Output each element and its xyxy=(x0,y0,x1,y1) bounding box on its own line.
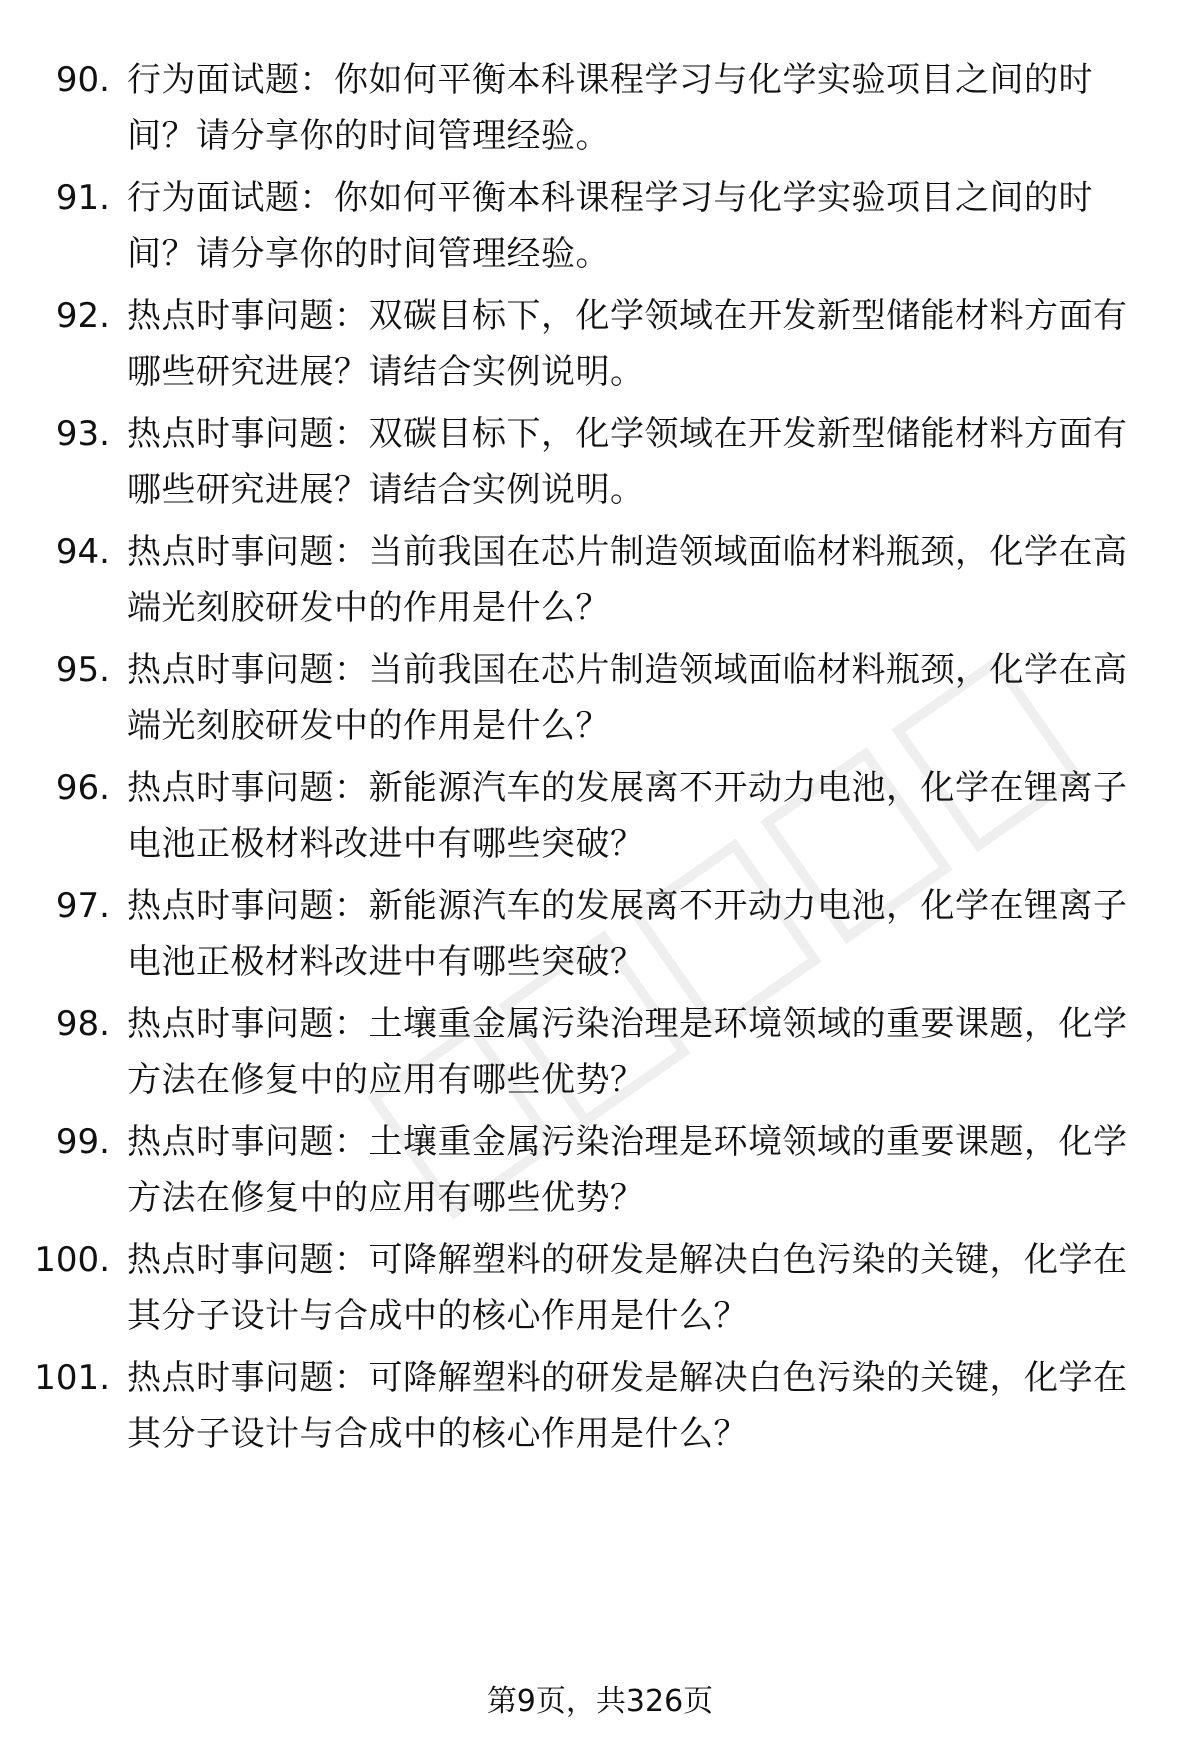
question-text: 热点时事问题：当前我国在芯片制造领域面临材料瓶颈，化学在高端光刻胶研发中的作用是什么？ xyxy=(127,532,1128,628)
question-number: 92. xyxy=(55,296,110,336)
question-text: 热点时事问题：双碳目标下，化学领域在开发新型储能材料方面有哪些研究进展？请结合实例说明。 xyxy=(127,414,1128,510)
list-item xyxy=(0,406,1200,516)
question-text: 热点时事问题：当前我国在芯片制造领域面临材料瓶颈，化学在高端光刻胶研发中的作用是什么？ xyxy=(127,650,1128,746)
list-item xyxy=(0,1114,1200,1224)
question-number: 99. xyxy=(55,1122,110,1162)
list-item xyxy=(0,1350,1200,1460)
list-item xyxy=(0,288,1200,398)
question-number: 96. xyxy=(55,768,110,808)
question-text: 热点时事问题：新能源汽车的发展离不开动力电池，化学在锂离子电池正极材料改进中有哪些突破？ xyxy=(127,768,1128,864)
question-text: 热点时事问题：土壤重金属污染治理是环境领域的重要课题，化学方法在修复中的应用有哪些优势？ xyxy=(127,1004,1128,1100)
question-number: 100. xyxy=(34,1240,110,1280)
question-text: 热点时事问题：可降解塑料的研发是解决白色污染的关键，化学在其分子设计与合成中的核心作用是什么？ xyxy=(127,1358,1128,1454)
question-number: 93. xyxy=(55,414,110,454)
list-item xyxy=(0,878,1200,988)
question-number: 97. xyxy=(55,886,110,926)
question-number: 101. xyxy=(34,1358,110,1398)
question-number: 91. xyxy=(55,178,110,218)
list-item xyxy=(0,760,1200,870)
question-text: 行为面试题：你如何平衡本科课程学习与化学实验项目之间的时间？请分享你的时间管理经验。 xyxy=(127,178,1093,274)
page-footer: 第9页，共326页 xyxy=(486,1684,714,1719)
question-number: 94. xyxy=(55,532,110,572)
question-text: 热点时事问题：新能源汽车的发展离不开动力电池，化学在锂离子电池正极材料改进中有哪些突破？ xyxy=(127,886,1128,982)
question-text: 热点时事问题：可降解塑料的研发是解决白色污染的关键，化学在其分子设计与合成中的核心作用是什么？ xyxy=(127,1240,1128,1336)
list-item xyxy=(0,1232,1200,1342)
question-number: 98. xyxy=(55,1004,110,1044)
question-text: 热点时事问题：双碳目标下，化学领域在开发新型储能材料方面有哪些研究进展？请结合实例说明。 xyxy=(127,296,1128,392)
list-item xyxy=(0,524,1200,634)
question-number: 90. xyxy=(55,60,110,100)
list-item xyxy=(0,642,1200,752)
question-text: 热点时事问题：土壤重金属污染治理是环境领域的重要课题，化学方法在修复中的应用有哪些优势？ xyxy=(127,1122,1128,1218)
list-item xyxy=(0,52,1200,162)
question-number: 95. xyxy=(55,650,110,690)
list-item xyxy=(0,170,1200,280)
list-item xyxy=(0,996,1200,1106)
question-text: 行为面试题：你如何平衡本科课程学习与化学实验项目之间的时间？请分享你的时间管理经验。 xyxy=(127,60,1093,156)
